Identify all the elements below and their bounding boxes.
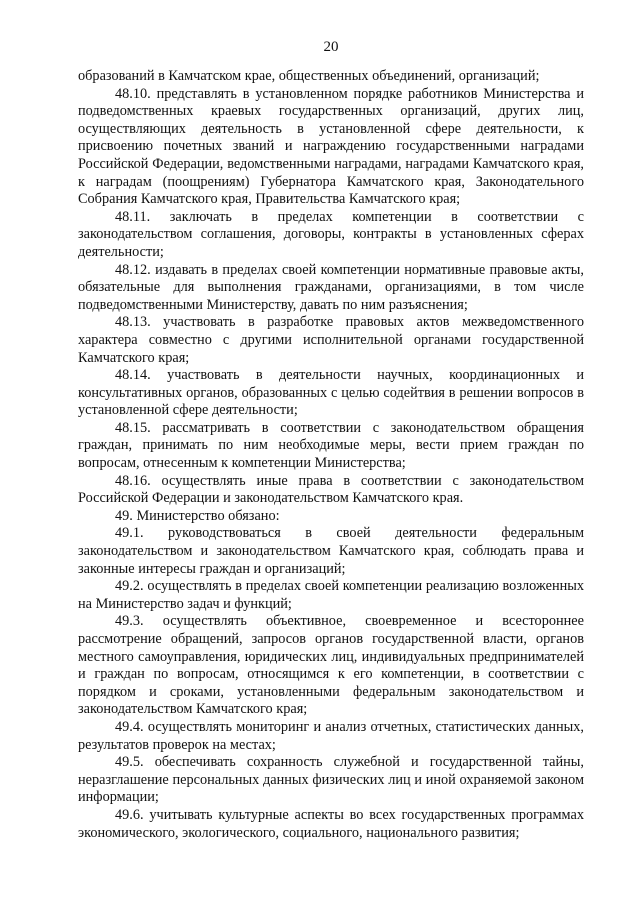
paragraph-49-2: 49.2. осуществлять в пределах своей компетенции реализацию возложенных на Министерство задач и функций;	[78, 578, 584, 612]
paragraph-48-16: 48.16. осуществлять иные права в соответствии с законодательством Российской Федерации и законодательством Камчатского края.	[78, 472, 584, 507]
paragraph-49: 49. Министерство обязано:	[115, 507, 280, 524]
paragraph-49-1: 49.1. руководствоваться в своей деятельности федеральным законодательством и законодательством Камчатского края, соблюдать права и законные интересы граждан и организаций;	[78, 525, 584, 577]
paragraph-48-10: 48.10. представлять в установленном порядке работников Министерства и подведомственных краевых государственных организаций, других лиц, осуществляющих деятельность в установленной сфере деятельности, к присвоению почетных званий и награждению государственными наградами Российской Федерации, ведомственными наградами, наградами Камчатского края, к наградам (поощрениям) Губернатора Камчатского края, Законодательного Собрания Камчатского края, Правительства Камчатского края;	[78, 85, 584, 208]
paragraph-48-11: 48.11. заключать в пределах компетенции в соответствии с законодательством соглашения, договоры, контракты в установленных сферах деятельности;	[78, 208, 584, 260]
paragraph-48-14: 48.14. участвовать в деятельности научных, координационных и консультативных органов, образованных с целью содейтвия в решении вопросов в установленной сфере деятельности;	[78, 367, 584, 419]
paragraph-49-5: 49.5. обеспечивать сохранность служебной и государственной тайны, неразглашение персональных данных физических лиц и иной охраняемой законом информации;	[78, 754, 584, 806]
paragraph-49-3: 49.3. осуществлять объективное, своевременное и всестороннее рассмотрение обращений, запросов органов государственной власти, органов местного самоуправления, юридических лиц, индивидуальных предпринимателей и граждан по вопросам, относящимся к его компетенции, в соответствии с порядком и сроками, установленными федеральным законодательством и законодательством Камчатского края;	[78, 613, 584, 718]
paragraph-48-15: 48.15. рассматривать в соответствии с законодательством обращения граждан, принимать по ним необходимые меры, вести прием граждан по вопросам, отнесенным к компетенции Министерства;	[78, 419, 584, 472]
paragraph-continuation: образований в Камчатском крае, общественных объединений, организаций;	[78, 68, 540, 84]
paragraph-49-6: 49.6. учитывать культурные аспекты во всех государственных программах экономического, экологического, социального, национального развития;	[78, 806, 584, 841]
page-number: 20	[323, 39, 339, 55]
document-body	[78, 68, 584, 842]
paragraph-49-4: 49.4. осуществлять мониторинг и анализ отчетных, статистических данных, результатов проверок на местах;	[78, 718, 584, 753]
paragraph-48-13: 48.13. участвовать в разработке правовых актов межведомственного характера совместно с другими исполнительной органами государственной Камчатского края;	[78, 314, 584, 366]
paragraph-48-12: 48.12. издавать в пределах своей компетенции нормативные правовые акты, обязательные для выполнения гражданами, организациями, в том числе подведомственными Министерству, давать по ним разъяснения;	[78, 261, 584, 313]
